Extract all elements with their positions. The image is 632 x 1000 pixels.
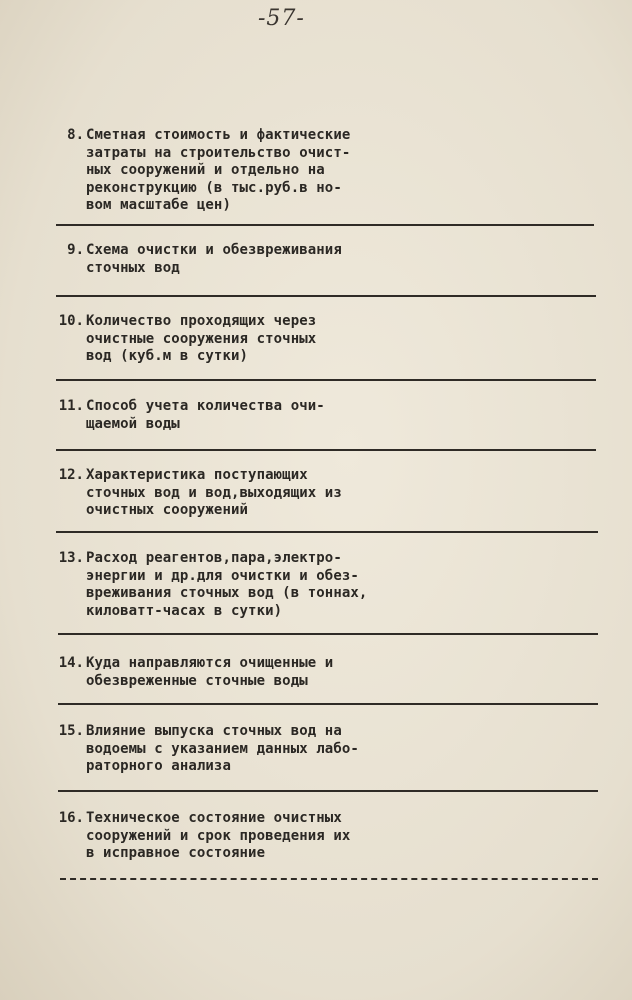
divider-line	[56, 224, 594, 226]
divider-line	[58, 633, 598, 635]
list-item	[50, 313, 390, 368]
item-number: 15.	[58, 723, 84, 739]
page-number: -57-	[258, 6, 305, 31]
item-number: 11.	[58, 398, 84, 414]
divider-line	[56, 449, 596, 451]
divider-line	[58, 703, 598, 705]
list-item	[50, 550, 390, 622]
item-number: 10.	[58, 313, 84, 329]
item-number: 12.	[58, 467, 84, 483]
divider-line	[56, 295, 596, 297]
list-item	[50, 467, 390, 522]
item-text: Расход реагентов,пара,электро- энергии и др.для очистки и обез- вреживания сточных вод (в тоннах, киловатт-часах в сутки)	[86, 550, 368, 619]
item-text: Количество проходящих через очистные сооружения сточных вод (куб.м в сутки)	[86, 313, 317, 364]
item-number: 8.	[67, 127, 84, 143]
item-text: Влияние выпуска сточных вод на водоемы с указанием данных лабо- раторного анализа	[86, 723, 359, 774]
list-item	[50, 398, 390, 438]
item-text: Способ учета количества очи- щаемой воды	[86, 398, 325, 432]
item-text: Сметная стоимость и фактические затраты на строительство очист- ных сооружений и отдельно на реконструкцию (в тыс.руб.в но- вом масштабе цен)	[86, 127, 351, 213]
divider-line	[56, 531, 598, 533]
item-number: 13.	[58, 550, 84, 566]
divider-line	[60, 878, 598, 880]
item-text: Куда направляются очищенные и обезвреженные сточные воды	[86, 655, 334, 689]
item-number: 9.	[67, 242, 84, 258]
item-number: 16.	[58, 810, 84, 826]
list-item	[50, 655, 390, 695]
item-text: Техническое состояние очистных сооружений и срок проведения их в исправное состояние	[86, 810, 351, 861]
item-number: 14.	[58, 655, 84, 671]
item-text: Характеристика поступающих сточных вод и вод,выходящих из очистных сооружений	[86, 467, 342, 518]
item-text: Схема очистки и обезвреживания сточных вод	[86, 242, 342, 276]
list-item	[50, 242, 390, 282]
list-item	[50, 810, 390, 865]
list-item	[50, 723, 390, 778]
list-item	[50, 127, 390, 217]
divider-line	[56, 379, 596, 381]
divider-line	[58, 790, 598, 792]
